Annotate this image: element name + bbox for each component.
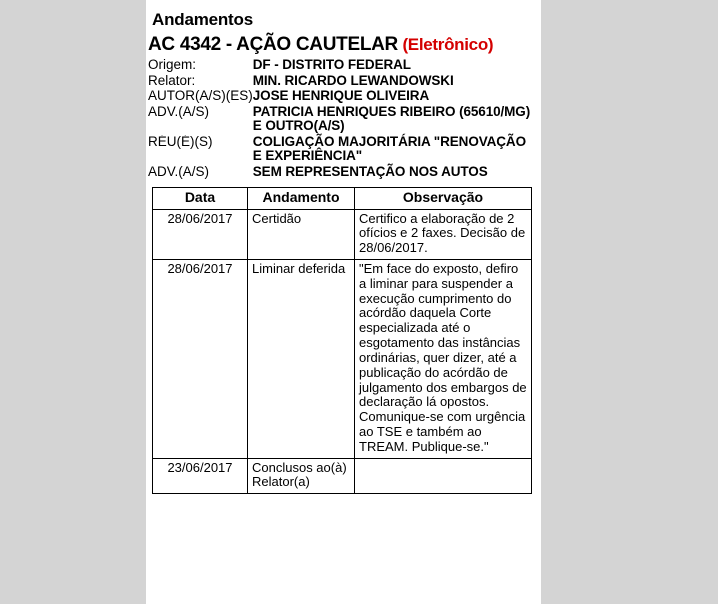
metadata-label: ADV.(A/S) <box>148 165 210 180</box>
metadata-value: JOSE HENRIQUE OLIVEIRA <box>252 88 430 104</box>
metadata-row <box>148 74 536 90</box>
case-electronic-tag: (Eletrônico) <box>402 35 494 54</box>
metadata-row <box>148 105 536 135</box>
page-title: Andamentos <box>152 10 253 29</box>
document-content <box>146 10 541 494</box>
metadata-label: AUTOR(A/S)(ES) <box>148 89 253 104</box>
cell-andamento: Conclusos ao(à) Relator(a) <box>248 458 355 494</box>
case-heading <box>148 34 541 56</box>
metadata-row <box>148 89 536 105</box>
metadata-label: RÉU(É)(S) <box>148 134 213 149</box>
metadata-value: SEM REPRESENTAÇÃO NOS AUTOS <box>252 164 488 180</box>
cell-observacao: Certifico a elaboração de 2 ofícios e 2 faxes. Decisão de 28/06/2017. <box>355 209 532 259</box>
table-row <box>153 260 532 459</box>
cell-observacao <box>355 458 532 494</box>
cell-data: 23/06/2017 <box>153 458 248 494</box>
metadata-label: ADV.(A/S) <box>148 104 210 119</box>
table-row <box>153 458 532 494</box>
metadata-value: PATRICIA HENRIQUES RIBEIRO (65610/MG) E OUTRO(A/S) <box>252 103 531 134</box>
column-header-data: Data <box>153 187 248 209</box>
metadata-row <box>148 165 536 181</box>
page-margin-left <box>0 0 146 604</box>
metadata-row <box>148 135 536 165</box>
page-margin-right <box>541 0 718 604</box>
cell-andamento: Liminar deferida <box>248 260 355 459</box>
metadata-row <box>148 58 536 74</box>
column-header-andamento: Andamento <box>248 187 355 209</box>
metadata-label: Relator: <box>148 73 196 88</box>
cell-andamento: Certidão <box>248 209 355 259</box>
cell-data: 28/06/2017 <box>153 209 248 259</box>
cell-observacao: "Em face do exposto, defiro a liminar para suspender a execução cumprimento do acórdão daquela Corte especializada até o esgotamento das instâncias ordinárias, quer dizer, até a publicação do acórdão de julgamento dos embargos de declaração lá opostos. Comunique-se com urgência ao TSE e também ao TREAM. Publique-se." <box>355 260 532 459</box>
metadata-value: DF - DISTRITO FEDERAL <box>252 57 411 72</box>
case-metadata-table <box>148 58 536 181</box>
metadata-value: COLIGAÇÃO MAJORITÁRIA "RENOVAÇÃO E EXPERIÊNCIA" <box>252 133 526 164</box>
metadata-value: MIN. RICARDO LEWANDOWSKI <box>252 72 454 88</box>
andamentos-table <box>152 187 532 495</box>
document-page <box>146 0 541 604</box>
metadata-label: Origem: <box>148 58 197 72</box>
case-number: AC 4342 - AÇÃO CAUTELAR <box>148 34 398 55</box>
table-header-row <box>153 187 532 209</box>
column-header-observacao: Observação <box>355 187 532 209</box>
cell-data: 28/06/2017 <box>153 260 248 459</box>
table-row <box>153 209 532 259</box>
